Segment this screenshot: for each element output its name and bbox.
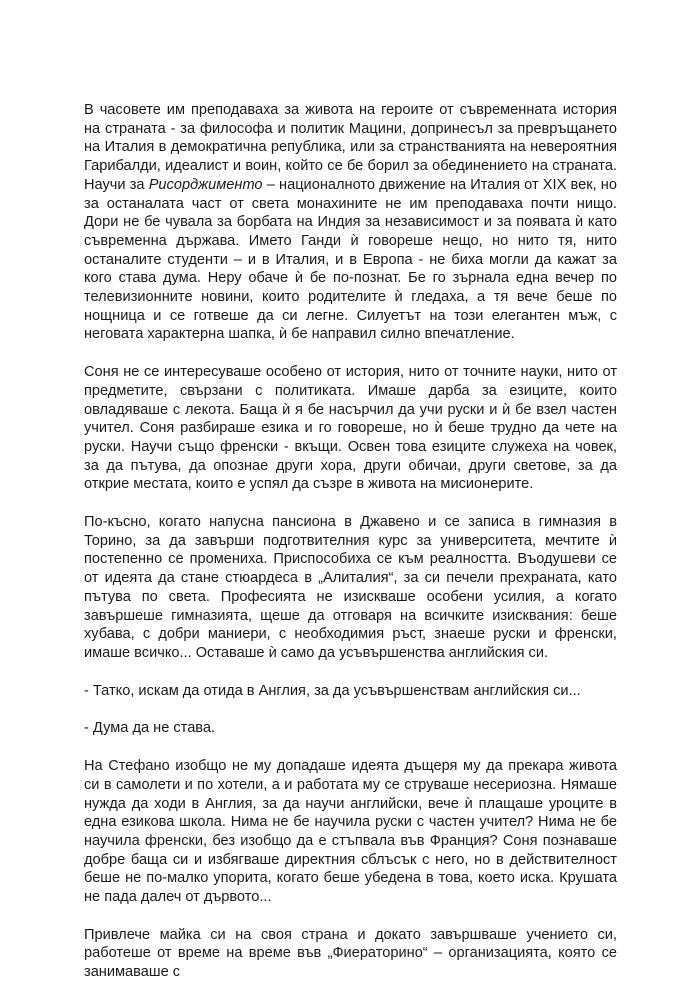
dialogue-line-1: - Татко, искам да отида в Англия, за да усъвършенствам английския си... xyxy=(84,682,581,699)
paragraph-2: Соня не се интересуваше особено от история, нито от точните науки, нито от предметите, свързани с политиката. Имаше дарба за езиците, които овладяваше с лекота. Баща ѝ я бе насърчил да учи руски и ѝ бе взел частен учител. Соня разбираше езика и го говореше, но ѝ беше трудно да чете на руски. Научи също френски - вкъщи. Освен това езиците служеха на човек, за да пътува, да опознае други хора, други обичаи, други светове, за да открие местата, които е успял да съзре в живота на мисионерите. xyxy=(84,364,617,493)
paragraph-1 xyxy=(84,101,617,344)
paragraph-5: Привлече майка си на своя страна и докато завършваше учението си, работеше от време на време във „Фиераторино“ – организацията, която се занимаваше с xyxy=(84,926,617,981)
italic-term: Рисорджименто xyxy=(148,176,263,193)
paragraph-1-end: – националното движение на Италия от XIX век, но за останалата част от света монахините не им преподаваха почти нищо. Дори не бе чувала за борбата на Индия за независимост и за появата ѝ като съвременна държава. Името Ганди ѝ говореше нещо, но нито тя, нито останалите студенти – и в Италия, и в Европа - не биха могли да кажат за кого става дума. Неру обаче ѝ бе по-познат. Бе го зърнала една вечер по телевизионните новини, които родителите ѝ гледаха, а тя вече беше по нощница и се готвеше да си легне. Силуетът на този елегантен мъж, с неговата характерна шапка, ѝ бе направил силно впечатление. xyxy=(84,176,617,343)
document-body xyxy=(84,101,617,982)
paragraph-4: На Стефано изобщо не му допадаше идеята дъщеря му да прекара живота си в самолети и по хотели, а и работата му се струваше несериозна. Нямаше нужда да ходи в Англия, за да научи английски, вече ѝ плащаше уроците в една езикова школа. Нима не бе научила руски с частен учител? Нима не бе научила френски, без изобщо да е стъпвала във Франция? Соня познаваше добре баща си и избягваше директния сблъсък с него, но в действителност беше не по-малко упорита, когато беше убедена в това, което иска. Крушата не пада далеч от дървото... xyxy=(84,758,617,906)
dialogue-line-2: - Дума да не става. xyxy=(84,720,216,737)
paragraph-1-start: В часовете им преподаваха за живота на героите от съвременната история на страната - за философа и политик Мацини, допринесъл за превръщането на Италия в демократична република, или за странстванията на невероятния Гарибалди, идеалист и воин, който се бе борил за обединението на страната. Научи за xyxy=(84,102,617,193)
paragraph-3: По-късно, когато напусна пансиона в Джавено и се записа в гимназия в Торино, за да завърши подготвителния курс за университета, мечтите ѝ постепенно се промениха. Приспособиха се към реалността. Въодушеви се от идеята да стане стюардеса в „Алиталия“, за си печели прехраната, като пътува по света. Професията не изискваше особени усилия, а когато завършеше гимназията, щеше да отговаря на всичките изисквания: беше хубава, с добри маниери, с необходимия ръст, знаеше руски и френски, имаше всичко... Оставаше ѝ само да усъвършенства английския си. xyxy=(84,514,617,661)
